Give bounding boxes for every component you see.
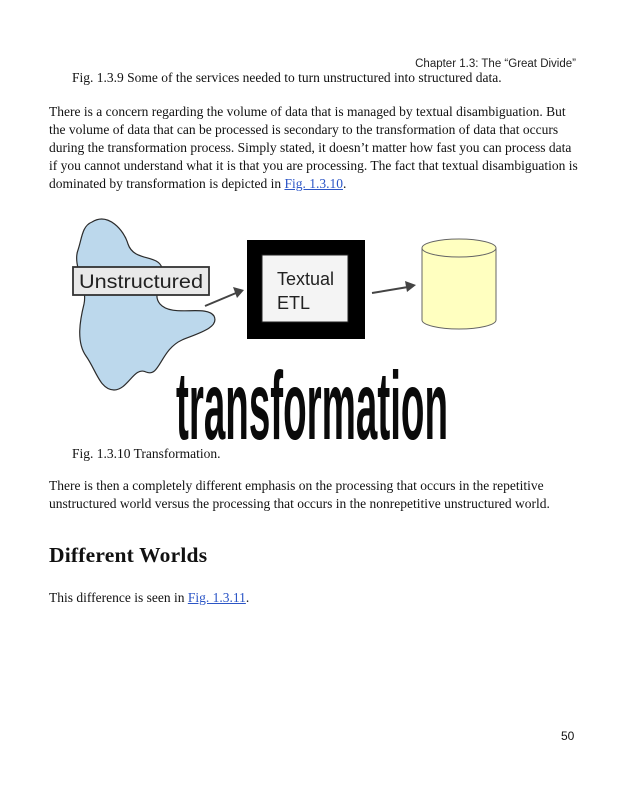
caption-fig-1-3-10: Fig. 1.3.10 Transformation. (72, 446, 221, 461)
paragraph-text: There is a concern regarding the volume of data that is managed by textual disambiguation. But the volume of data that can be processed is secondary to the transformation of data that occurs during the transformation process. Simply stated, it doesn’t matter how fast you can process data if you cannot understand what it is that you are processing. The fact that textual disambiguation is dominated by transformation is depicted in (49, 104, 578, 191)
link-fig-1-3-11[interactable]: Fig. 1.3.11 (187, 590, 246, 605)
transformation-figure (0, 200, 617, 450)
paragraph-tail: . (342, 176, 347, 191)
running-header: Chapter 1.3: The “Great Divide” (415, 58, 576, 70)
transformation-word: transformation (176, 351, 448, 450)
arrow-to-database-head (405, 281, 416, 292)
database-top (422, 239, 496, 257)
section-heading: Different Worlds (49, 543, 208, 567)
etl-label-etl: ETL (277, 293, 311, 313)
paragraph-emphasis: There is then a completely different emphasis on the processing that occurs in the repetitive unstructured world versus the processing that occurs in the nonrepetitive unstructured world. (49, 478, 550, 511)
arrow-to-database (372, 287, 408, 293)
paragraph-text: This difference is seen in (49, 590, 188, 605)
transformation-wordart (176, 352, 448, 450)
paragraph-tail: . (245, 590, 250, 605)
paragraph-volume (49, 103, 579, 193)
etl-label-textual: Textual (277, 269, 335, 289)
link-fig-1-3-10[interactable]: Fig. 1.3.10 (284, 176, 343, 191)
database-cylinder (422, 248, 496, 329)
page-number: 50 (561, 729, 575, 743)
caption-fig-1-3-9: Fig. 1.3.9 Some of the services needed to turn unstructured into structured data. (72, 70, 502, 85)
unstructured-label: Unstructured (79, 272, 203, 293)
paragraph-difference (49, 589, 579, 607)
